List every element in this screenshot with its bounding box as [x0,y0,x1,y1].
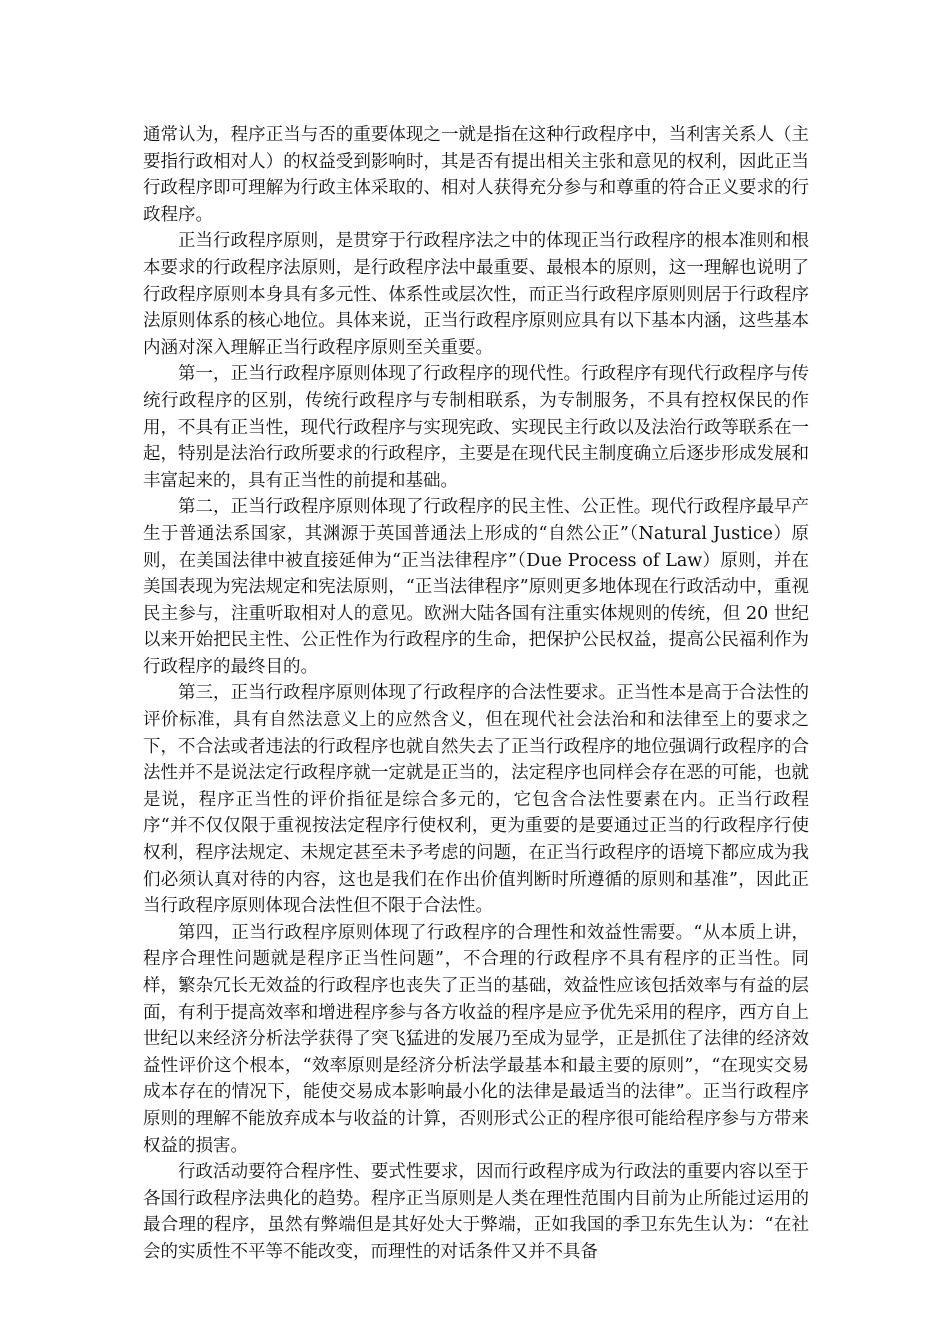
paragraph-3: 第一，正当行政程序原则体现了行政程序的现代性。行政程序有现代行政程序与传统行政程序的区别，传统行政程序与专制相联系，为专制服务，不具有控权保民的作用，不具有正当性，现代行政程序与实现宪政、实现民主行政以及法治行政等联系在一起，特别是法治行政所要求的行政程序，主要是在现代民主制度确立后逐步形成发展和丰富起来的，具有正当性的前提和基础。 [143,364,809,491]
paragraph-7: 行政活动要符合程序性、要式性要求，因而行政程序成为行政法的重要内容以至于各国行政程序法典化的趋势。程序正当原则是人类在理性范围内目前为止所能过运用的最合理的程序，虽然有弊端但是其好处大于弊端，正如我国的季卫东先生认为：“在社会的实质性不平等不能改变，而理性的对话条件又并不具备 [143,1162,809,1262]
paragraph-5: 第三，正当行政程序原则体现了行政程序的合法性要求。正当性本是高于合法性的评价标准，具有自然法意义上的应然含义，但在现代社会法治和和法律至上的要求之下，不合法或者违法的行政程序也就自然失去了正当行政程序的地位强调行政程序的合法性并不是说法定行政程序就一定就是正当的，法定程序也同样会存在恶的可能，也就是说，程序正当性的评价指征是综合多元的，它包含合法性要素在内。正当行政程序“并不仅仅限于重视按法定程序行使权利，更为重要的是要通过正当的行政程序行使权利，程序法规定、未规定甚至未予考虑的问题，在正当行政程序的语境下都应成为我们必须认真对待的内容，这也是我们在作出价值判断时所遵循的原则和基准”，因此正当行政程序原则体现合法性但不限于合法性。 [143,683,809,917]
paragraph-2: 正当行政程序原则，是贯穿于行政程序法之中的体现正当行政程序的根本准则和根本要求的行政程序法原则，是行政程序法中最重要、最根本的原则，这一理解也说明了行政程序原则本身具有多元性、体系性或层次性，而正当行政程序原则则居于行政程序法原则体系的核心地位。具体来说，正当行政程序原则应具有以下基本内涵，这些基本内涵对深入理解正当行政程序原则至关重要。 [143,231,809,358]
paragraph-4: 第二，正当行政程序原则体现了行政程序的民主性、公正性。现代行政程序最早产生于普通法系国家，其渊源于英国普通法上形成的“自然公正”（Natural Justice）原则，在美国法律中被直接延伸为“正当法律程序”（Due Process of Law）原则，并在美国表现为宪法规定和宪法原则，“正当法律程序”原则更多地体现在行政活动中，重视民主参与，注重听取相对人的意见。欧洲大陆各国有注重实体规则的传统，但 20 世纪以来开始把民主性、公正性作为行政程序的生命，把保护公民权益，提高公民福利作为行政程序的最终目的。 [143,497,809,677]
paragraph-6: 第四，正当行政程序原则体现了行政程序的合理性和效益性需要。“从本质上讲，程序合理性问题就是程序正当性问题”，不合理的行政程序不具有程序的正当性。同样，繁杂冗长无效益的行政程序也丧失了正当的基础，效益性应该包括效率与有益的层面，有利于提高效率和增进程序参与各方收益的程序是应予优先采用的程序，西方自上世纪以来经济分析法学获得了突飞猛进的发展乃至成为显学，正是抓住了法律的经济效益性评价这个根本，“效率原则是经济分析法学最基本和最主要的原则”，“在现实交易成本存在的情况下，能使交易成本影响最小化的法律是最适当的法律”。正当行政程序原则的理解不能放弃成本与收益的计算，否则形式公正的程序很可能给程序参与方带来权益的损害。 [143,922,809,1156]
document-body [143,122,809,1266]
paragraph-1: 通常认为，程序正当与否的重要体现之一就是指在这种行政程序中，当利害关系人（主要指行政相对人）的权益受到影响时，其是否有提出相关主张和意见的权利，因此正当行政程序即可理解为行政主体采取的、相对人获得充分参与和尊重的符合正义要求的行政程序。 [143,125,809,225]
